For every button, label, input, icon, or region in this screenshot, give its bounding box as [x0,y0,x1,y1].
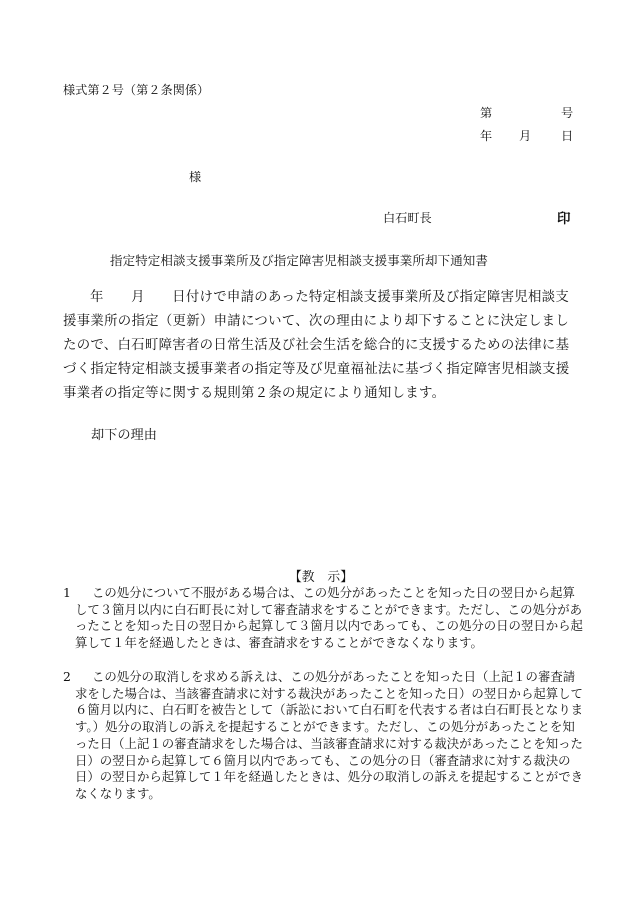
addressee-suffix: 様 [189,170,202,184]
notice-item-number: 1 [63,585,71,600]
seal-mark: 印 [557,211,571,227]
notice-item-text: この処分の取消しを求める訴えは、この処分があったことを知った日（上記１の審査請求をした場合は、当該審査請求に対する裁決があったことを知った日）の翌日から起算して６箇月以内に、白石町を被告として（訴訟において白石町を代表する者は白石町長となります。）処分の取消しの訴えを提起することができます。ただし、この処分があったことを知った日（上記１の審査請求をした場合は、当該審査請求に対する裁決があったことを知った日）の翌日から起算して６箇月以内であっても、この処分の日（審査請求に対する裁決の日）の翌日から起算して１年を経過したときは、処分の取消しの訴えを提起することができなくなります。 [75,669,584,801]
document-number-prefix: 第 [480,106,493,120]
date-month: 月 [519,129,532,143]
document-number-suffix: 号 [561,106,574,120]
date-year: 年 [480,129,493,143]
reason-heading: 却下の理由 [91,428,157,443]
body-paragraph: 年 月 日付けで申請のあった特定相談支援事業所及び指定障害児相談支援事業所の指定（更新）申請について、次の理由により却下することに決定しましたので、白石町障害者の日常生活及び社会生活を総合的に支援するための法律に基づく指定特定相談支援事業者の指定等及び児童福祉法に基づく指定障害児相談支援事業者の指定等に関する規則第２条の規定により通知します。 [63,290,570,401]
notice-item [63,585,583,652]
notice-item [63,669,583,803]
form-label: 様式第２号（第２条関係） [63,83,210,97]
document-title: 指定特定相談支援事業所及び指定障害児相談支援事業所却下通知書 [110,253,489,268]
notice-heading: 【教 示】 [289,570,353,585]
issuer-title: 白石町長 [383,211,432,225]
date-day: 日 [561,129,574,143]
notice-item-number: 2 [63,669,71,684]
notice-item-text: この処分について不服がある場合は、この処分があったことを知った日の翌日から起算して３箇月以内に白石町長に対して審査請求をすることができます。ただし、この処分があったことを知った日の翌日から起算して３箇月以内であっても、この処分の日の翌日から起算して１年を経過したときは、審査請求をすることができなくなります。 [75,585,583,651]
